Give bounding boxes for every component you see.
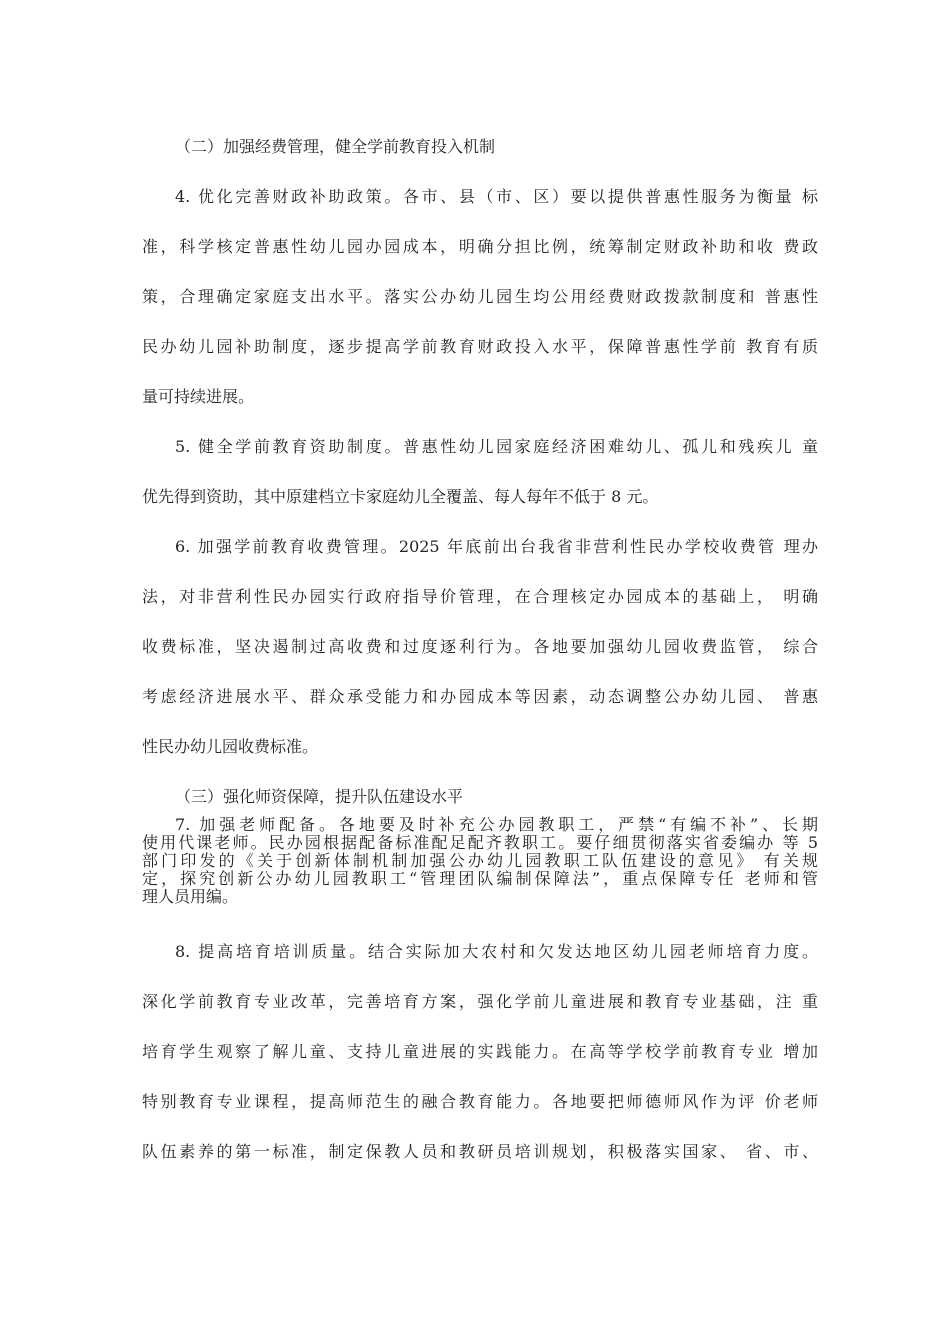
- paragraph-5-line-2: 优先得到资助，其中原建档立卡家庭幼儿全覆盖、每人每年不低于 8 元。: [142, 487, 659, 506]
- paragraph-8-line-4: 特别教育专业课程，提高师范生的融合教育能力。各地要把师德师风作为评 价老师: [142, 1092, 818, 1111]
- paragraph-8-line-1: 8. 提高培育培训质量。结合实际加大农村和欠发达地区幼儿园老师培育力度。: [175, 942, 818, 961]
- paragraph-6-line-5: 性民办幼儿园收费标准。: [142, 737, 319, 756]
- section-heading-2: （二）加强经费管理，健全学前教育投入机制: [175, 137, 496, 156]
- paragraph-4-line-2: 准，科学核定普惠性幼儿园办园成本，明确分担比例，统筹制定财政补助和收 费政: [142, 237, 818, 256]
- paragraph-4-line-4: 民办幼儿园补助制度，逐步提高学前教育财政投入水平，保障普惠性学前 教育有质: [142, 337, 818, 356]
- paragraph-7-line-3: 部门印发的《关于创新体制机制加强公办幼儿园教职工队伍建设的意见》 有关规: [142, 851, 818, 870]
- paragraph-7-line-4: 定，探究创新公办幼儿园教职工“管理团队编制保障法”，重点保障专任 老师和管: [142, 869, 818, 888]
- paragraph-4-line-3: 策，合理确定家庭支出水平。落实公办幼儿园生均公用经费财政拨款制度和 普惠性: [142, 287, 818, 306]
- paragraph-7-line-1: 7. 加强老师配备。各地要及时补充公办园教职工，严禁“有编不补”、长期: [175, 815, 818, 834]
- paragraph-6-line-2: 法，对非营利性民办园实行政府指导价管理，在合理核定办园成本的基础上， 明确: [142, 587, 818, 606]
- paragraph-8-line-5: 队伍素养的第一标准，制定保教人员和教研员培训规划，积极落实国家、 省、市、: [142, 1142, 818, 1161]
- paragraph-6-line-3: 收费标准，坚决遏制过高收费和过度逐利行为。各地要加强幼儿园收费监管， 综合: [142, 637, 818, 656]
- paragraph-8-line-3: 培育学生观察了解儿童、支持儿童进展的实践能力。在高等学校学前教育专业 增加: [142, 1042, 818, 1061]
- paragraph-4-line-1: 4. 优化完善财政补助政策。各市、县（市、区）要以提供普惠性服务为衡量 标: [175, 187, 818, 206]
- paragraph-4-line-5: 量可持续进展。: [142, 387, 255, 406]
- paragraph-6-line-1: 6. 加强学前教育收费管理。2025 年底前出台我省非营利性民办学校收费管 理办: [175, 537, 818, 556]
- paragraph-6-line-4: 考虑经济进展水平、群众承受能力和办园成本等因素，动态调整公办幼儿园、 普惠: [142, 687, 818, 706]
- paragraph-7-line-5: 理人员用编。: [142, 887, 239, 906]
- paragraph-7-line-2: 使用代课老师。民办园根据配备标准配足配齐教职工。要仔细贯彻落实省委编办 等 5: [142, 833, 818, 852]
- paragraph-8-line-2: 深化学前教育专业改革，完善培育方案，强化学前儿童进展和教育专业基础，注 重: [142, 992, 818, 1011]
- paragraph-5-line-1: 5. 健全学前教育资助制度。普惠性幼儿园家庭经济困难幼儿、孤儿和残疾儿 童: [175, 437, 818, 456]
- section-heading-3: （三）强化师资保障，提升队伍建设水平: [175, 787, 464, 806]
